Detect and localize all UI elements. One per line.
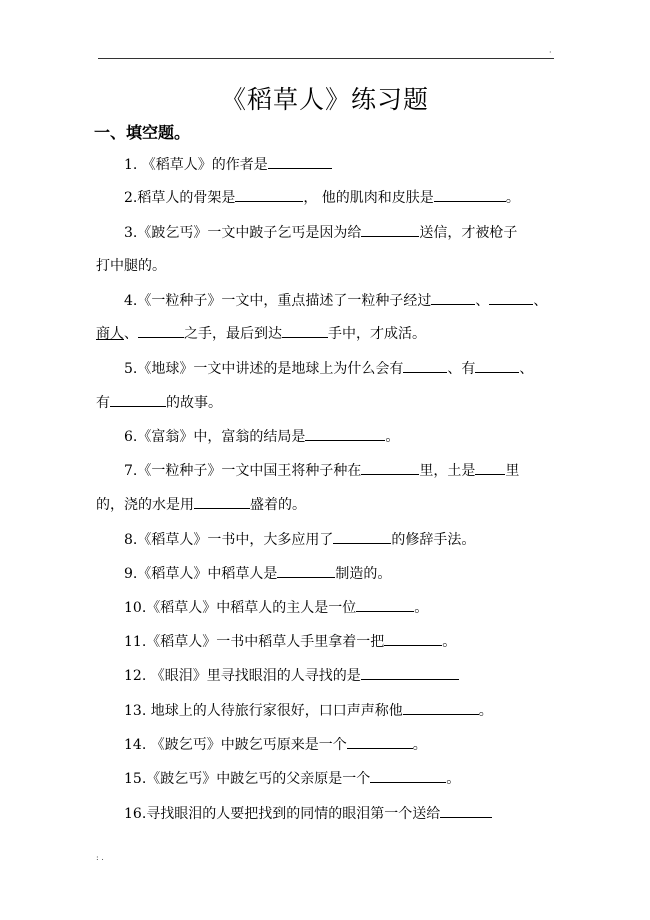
question-1	[124, 154, 332, 175]
question-text: 手中，才成活。	[328, 326, 426, 342]
question-text: 10.《稻草人》中稻草人的主人是一位	[124, 600, 357, 616]
question-text: 4.《一粒种子》一文中，重点描述了一粒种子经过	[124, 293, 432, 309]
question-text: 11.《稻草人》一书中稻草人手里拿着一把	[124, 634, 385, 650]
question-5	[124, 358, 533, 379]
question-text: 里，土是	[419, 463, 476, 479]
question-text: 12. 《眼泪》里寻找眼泪的人寻找的是	[124, 668, 361, 684]
question-text: 9.《稻草人》中稻草人是	[124, 566, 278, 582]
question-12	[124, 665, 459, 686]
answer-blank[interactable]	[384, 631, 442, 646]
answer-blank[interactable]	[356, 597, 414, 612]
question-text: ， 他的肌肉和皮肤是	[303, 190, 434, 206]
question-text: 盛着的。	[250, 497, 306, 513]
question-text: 2.稻草人的骨架是	[124, 190, 236, 206]
answer-blank[interactable]	[475, 460, 505, 475]
question-11	[124, 631, 456, 652]
answer-blank[interactable]	[370, 768, 446, 783]
question-text: 打中腿的。	[96, 258, 166, 274]
section-heading: 一、填空题。	[94, 123, 191, 142]
answer-blank[interactable]	[305, 426, 385, 441]
answer-blank[interactable]	[277, 563, 335, 578]
answer-blank[interactable]	[361, 222, 419, 237]
question-7-continued	[96, 494, 306, 515]
answer-blank[interactable]	[440, 803, 492, 818]
question-text: 的修辞手法。	[391, 532, 476, 548]
answer-blank[interactable]	[431, 290, 475, 305]
question-3-continued	[96, 256, 166, 276]
question-9	[124, 563, 391, 584]
answer-blank[interactable]	[194, 494, 250, 509]
answer-blank[interactable]	[361, 460, 419, 475]
question-text: 1. 《稻草人》的作者是	[124, 157, 268, 173]
question-8	[124, 529, 475, 550]
question-text: 8.《稻草人》一书中，大多应用了	[124, 532, 334, 548]
question-text: 。	[414, 600, 429, 616]
answer-blank[interactable]	[403, 358, 447, 373]
answer-blank[interactable]	[110, 392, 166, 407]
question-14	[124, 734, 427, 755]
answer-blank[interactable]	[282, 323, 328, 338]
question-text: 。	[505, 190, 520, 206]
question-4	[124, 290, 547, 311]
question-text: 之手，最后到达	[184, 326, 282, 342]
question-10	[124, 597, 428, 618]
question-text: 16.寻找眼泪的人要把找到的同情的眼泪第一个送给	[124, 806, 441, 822]
answer-blank[interactable]	[268, 154, 332, 169]
answer-blank[interactable]	[138, 323, 184, 338]
question-text: 。	[446, 771, 461, 787]
question-text: 有	[96, 395, 110, 411]
question-text: 的故事。	[166, 395, 222, 411]
footer-mark: : .	[96, 853, 104, 862]
answer-blank[interactable]	[475, 358, 519, 373]
answer-blank[interactable]	[333, 529, 391, 544]
question-3	[124, 222, 517, 243]
question-4-continued	[96, 323, 426, 344]
question-5-continued	[96, 392, 222, 413]
question-15	[124, 768, 460, 789]
question-text: 、	[475, 293, 490, 309]
corner-mark: ·	[549, 48, 552, 57]
question-text: 15.《跛乞丐》中跛乞丐的父亲原是一个	[124, 771, 371, 787]
question-text: 、	[519, 361, 534, 377]
answer-blank[interactable]	[434, 187, 506, 202]
question-text: 。	[442, 634, 457, 650]
question-text: 。	[385, 429, 400, 445]
page-title: 《稻草人》练习题	[220, 85, 429, 114]
answer-blank[interactable]	[403, 700, 479, 715]
question-text: 。	[412, 737, 427, 753]
question-text: 7.《一粒种子》一文中国王将种子种在	[124, 463, 362, 479]
question-text: 里	[505, 463, 520, 479]
answer-blank[interactable]	[235, 187, 303, 202]
question-text: 3.《跛乞丐》一文中跛子乞丐是因为给	[124, 225, 362, 241]
answer-blank[interactable]	[361, 665, 459, 680]
question-text: 。	[478, 703, 493, 719]
answer-blank[interactable]	[489, 290, 533, 305]
question-2	[124, 187, 520, 208]
answer-blank[interactable]	[347, 734, 413, 749]
question-6	[124, 426, 399, 447]
question-7	[124, 460, 519, 481]
question-text: 的，浇的水是用	[96, 497, 194, 513]
question-text: 13. 地球上的人待旅行家很好，口口声声称他	[124, 703, 403, 719]
question-text: 5.《地球》一文中讲述的是地球上为什么会有	[124, 361, 404, 377]
underlined-answer: 商人	[96, 326, 124, 342]
question-text: 6.《富翁》中，富翁的结局是	[124, 429, 306, 445]
question-text: 、	[533, 293, 548, 309]
question-text: 、	[124, 326, 138, 342]
question-16	[124, 803, 492, 824]
question-text: 制造的。	[335, 566, 392, 582]
question-text: 14. 《跛乞丐》中跛乞丐原来是一个	[124, 737, 347, 753]
question-text: 、有	[447, 361, 476, 377]
header-rule	[98, 58, 554, 59]
question-13	[124, 700, 493, 721]
question-text: 送信，才被枪子	[419, 225, 518, 241]
